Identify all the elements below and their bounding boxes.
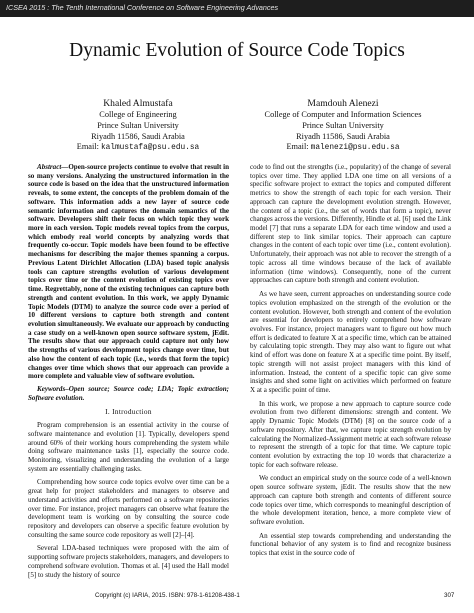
- author-name: Khaled Almustafa: [103, 98, 173, 109]
- author-email: kalmustafa@psu.edu.sa: [100, 144, 200, 153]
- conference-header-text: ICSEA 2015 : The Tenth International Conference on Software Engineering Advances: [6, 3, 279, 12]
- author-university: Prince Sultan University: [302, 120, 384, 130]
- paragraph: code to find out the strengths (i.e., popularity) of the change of several topics over time. They applied LDA one time on all versions of a specific software project to extract the topics and computed different metrics to show the strength of each topic for each version. Their approach can capture the development evolution strength. However, the content of a topic (i.e., the set of words that form a topic), never changes across the versions. Differently, Hindle et al. [6] used the Link model [7] that runs a separate LDA for each time window and used a different step to link similar topics. Their approach can capture changes in the content of each topic over time (i.e., content evolution). Unfortunately, their approach was not able to recover the strength of a topic across all time windows because of the lack of available information (time windows). Consequently, none of the current approaches can capture both strength and content evolution.: [250, 163, 451, 285]
- keywords-label: Keywords: [37, 384, 66, 393]
- keywords: [28, 385, 229, 402]
- paragraph: Program comprehension is an essential activity in the course of software maintenance and evolution [1]. Typically, developers spend around 60% of their working hours comprehending the system while doing software maintenance tasks [1], especially the source code. Monitoring, visualizing and understanding the evolution of a large system are essentially challenging tasks.: [28, 421, 229, 473]
- paragraph: In this work, we propose a new approach to capture source code evolution from two different dimensions: strength and content. We apply Dynamic Topic Models (DTM) [8] on the source code of a software repository. After that, we capture topic strength evolution by calculating the Normalized-Assignment metric at each software release to represent the strength of a topic for that time. We capture topic content evolution by extracting the top 10 words that characterize a topic for each software release.: [250, 399, 451, 469]
- author-block-2: [238, 97, 448, 154]
- section-heading: I. Introduction: [105, 407, 152, 417]
- paragraph: An essential step towards comprehending and understanding the functional behavior of any system is to find and recognize business topics that exist in the source code of: [250, 531, 451, 558]
- paragraph: We conduct an empirical study on the source code of a well-known open source software system, jEdit. The results show that the new approach can capture both strength and contents of different source code topics over time, which corresponds to meaningful description of the whole development iteration, hence, a more complete view of software evolution.: [250, 474, 451, 527]
- keywords-text: –Open source; Source code; LDA; Topic extraction; Software evolution.: [28, 384, 229, 402]
- author-affiliation: College of Engineering: [99, 110, 177, 119]
- email-label: Email:: [76, 142, 99, 152]
- paragraph: As we have seen, current approaches on understanding source code topics evolution emphasized on the strength of the evolution or the content evolution. However, both strength and content of the evolution are essential for developers to entirely comprehend how software evolves. For instance, project managers want to figure out how much effort is dedicated to feature X at a specific time, which can be attained by calculating topic strength. They may also want to figure out what kind of effort was done on feature X at a specific time point. By itself, topic strength will not assist project managers with this kind of information. Instead, the content of a specific topic can give some insights and shed some light on activities which performed on feature X at a specific point of time.: [250, 290, 451, 394]
- author-city: Riyadh 11586, Saudi Arabia: [91, 131, 185, 141]
- conference-header-bar: [0, 0, 474, 17]
- paper-title: Dynamic Evolution of Source Code Topics: [69, 40, 405, 61]
- author-block-1: [38, 97, 238, 154]
- copyright-text: Copyright (c) IARIA, 2015. ISBN: 978-1-61208-438-1: [95, 592, 240, 599]
- abstract-label: Abstract: [37, 163, 62, 171]
- paragraph: Several LDA-based techniques were proposed with the aim of supporting software projects stakeholders, managers, and developers to comprehend software evolution. Thomas et al. [4] used the Hall model [5] to study the history of source: [28, 544, 229, 579]
- author-email: malenezi@psu.edu.sa: [310, 144, 400, 153]
- abstract-text: —Open-source projects continue to evolve that result in so many versions. Analyzing the unstructured information in the source code is based on the idea that the unstructured information reveals, to some extent, the concepts of the problem domain of the software. This information adds a new layer of source code semantic information and captures the domain semantics of the software. Developers shift their focus on which topic they work more in each version. Topic models reveal topics from the corpus, which embody real world concepts by analyzing words that frequently co-occur. Topic models have been found to be effective mechanisms for describing the major themes spanning a corpus. Previous Latent Dirichlet Allocation (LDA) based topic analysis tools can capture strengths evolution of various development topics over time or the content evolution of existing topics over time. Regrettably, none of the existing techniques can capture both strength and content evolution. In this work, we apply Dynamic Topic Models (DTM) to analyze the source code over a period of 10 different versions to capture both strength and content evolution simultaneously. We evaluate our approach by conducting a case study on a well-known open source software system, jEdit. The results show that our approach could capture not only how the strengths of various development topics change over time, but also how the content of each topic (i.e., words that form the topic) changes over time which shows that our approach can provide a more complete and valuable view of software evolution.: [28, 163, 229, 381]
- page-number: 307: [444, 592, 455, 599]
- paragraph: Comprehending how source code topics evolve over time can be a great help for project stakeholders and managers to observe and understand activities and efforts performed on a software repositories over time. For instance, project managers can observe what feature the development team is working on by consulting the source code repository and developers can observe a specific feature evolution by consulting the same source code repository as well [2]–[4].: [28, 478, 229, 539]
- abstract: [28, 163, 229, 381]
- author-city: Riyadh 11586, Saudi Arabia: [296, 131, 390, 141]
- email-label: Email:: [286, 142, 309, 152]
- author-university: Prince Sultan University: [97, 120, 179, 130]
- author-affiliation: College of Computer and Information Sciences: [264, 110, 422, 119]
- right-column: [250, 163, 451, 558]
- left-column: [28, 163, 229, 579]
- author-name: Mamdouh Alenezi: [307, 98, 379, 109]
